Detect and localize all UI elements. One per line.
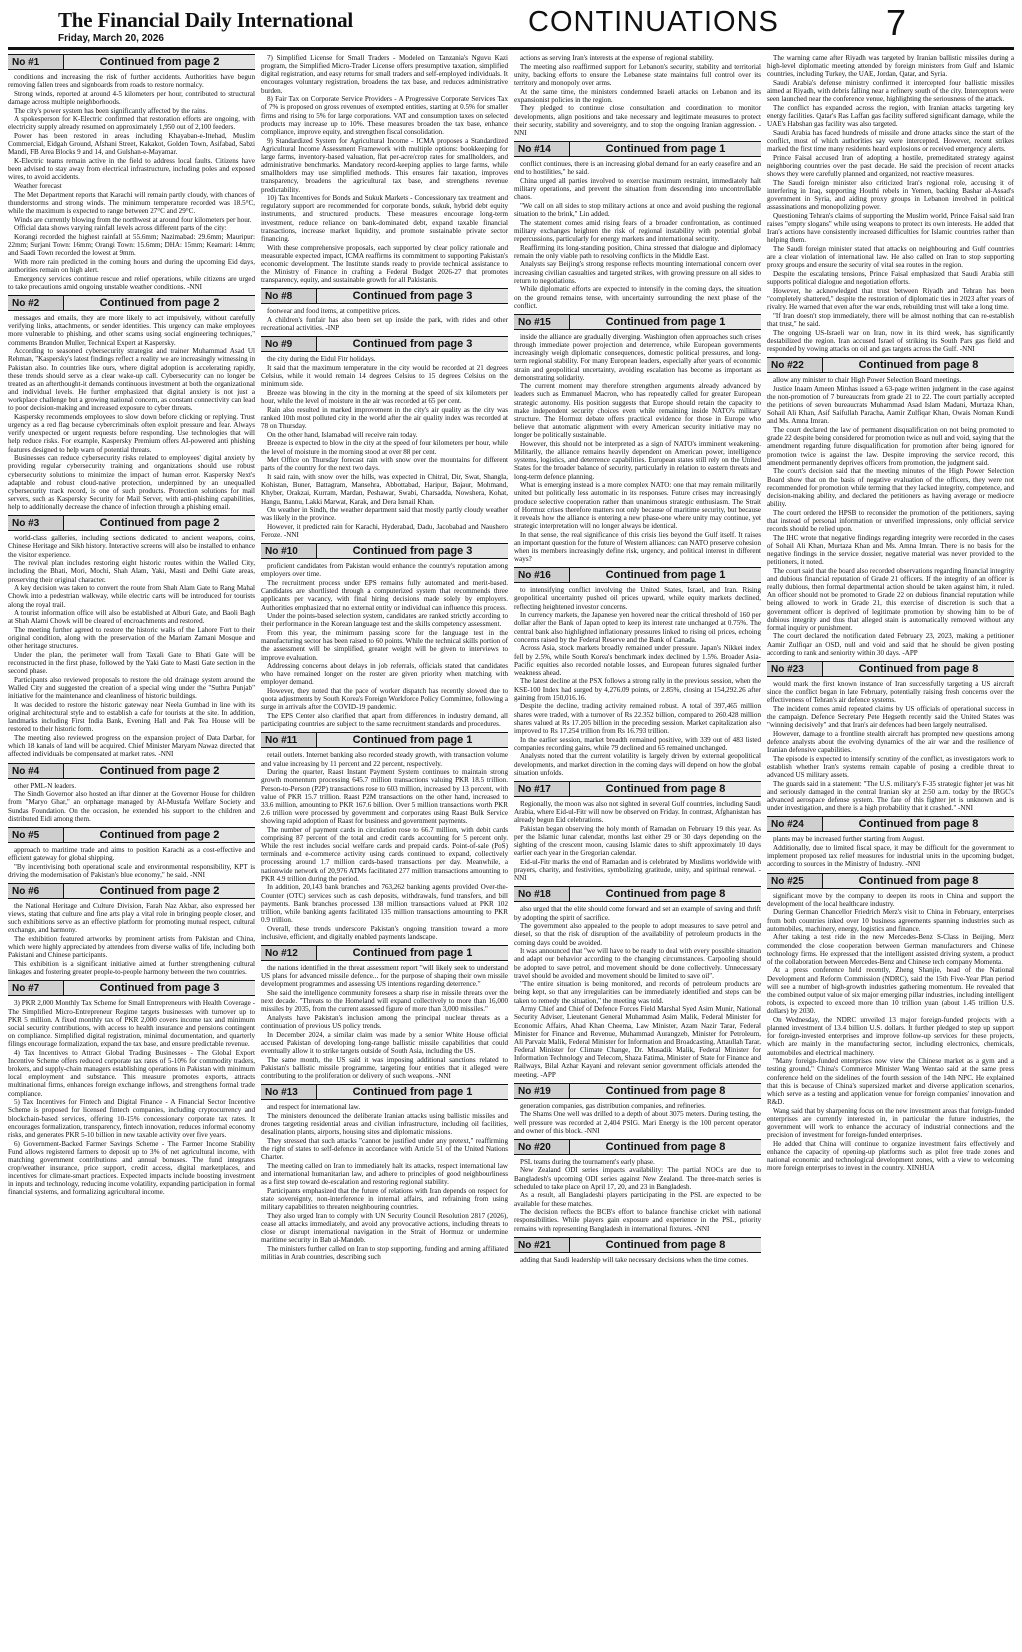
story-number: No #9 xyxy=(261,337,317,351)
story-paragraph: At the same time, the ministers condemned Israeli attacks on Lebanon and its expansionist policies in the region. xyxy=(514,87,761,104)
story-number: No #15 xyxy=(514,315,570,329)
story-paragraph: the National Heritage and Culture Division, Farah Naz Akbar, also expressed her views, stating that culture and fine arts play a vital role in bringing people closer, and such exhibitions serve as an effective platform for promoting mutual respect, cultural exchange, and harmony. xyxy=(8,901,255,935)
continued-from-label: Continued from page 3 xyxy=(352,290,473,303)
column-1 xyxy=(8,54,255,1646)
story-paragraph: She said the intelligence community foresees a sharp rise in missile threats over the next decade. "Threats to the Homeland will expand collectively to more than 16,000 missiles by 2035, from the current assessed figure of more than 3,000 missiles." xyxy=(261,988,508,1014)
story-paragraph: significant move by the company to deepen its roots in China and support the development of the local healthcare industry. xyxy=(767,891,1014,908)
story-paragraph: Saudi Arabia has faced hundreds of missile and drone attacks since the start of the conflict, most of which authorities say were intercepted. However, recent strikes marked the first time many residents heard explosions or received emergency alerts. xyxy=(767,128,1014,154)
story-paragraph: Eid-ul-Fitr marks the end of Ramadan and is celebrated by Muslims worldwide with prayers, charity, and festivities, symbolizing gratitude, unity, and spiritual renewal. -NNI xyxy=(514,857,761,883)
continuation-story xyxy=(261,288,508,332)
continued-from-label: Continued from page 2 xyxy=(99,884,220,897)
story-paragraph: However, damage to a frontline stealth aircraft has prompted new questions among defence analysts about the evolving dynamics of the air war and the resilience of Iranian defensive capabilities. xyxy=(767,729,1014,755)
story-paragraph: New Zealand ODI series impacts availability: The partial NOCs are due to Bangladesh's upcoming ODI series against New Zealand. The three-match series is scheduled to take place on April 17, 20, and 23 in Bangladesh. xyxy=(514,1166,761,1191)
story-paragraph: Winds are currently blowing from the northwest at around four kilometers per hour. xyxy=(14,215,252,224)
story-paragraph: Justice Inaam Ameen Minhas issued a 63-page written judgment in the case against the non-promotion of 7 bureaucrats from grade 21 to 22. The court partially accepted the petitions of seven bureaucrats Muhammad Asad Islam Madani, Murtaza Khan, Sohail Ali Khan, Asif Saifullah Paracha, Aamir Zulfiqar Khan, Owais Noman Kundi and Ms. Amna Imran. xyxy=(767,384,1014,426)
story-paragraph: A key decision was taken to convert the route from Shah Alam Gate to Rang Mahal Chowk into a pedestrian walkway, while electric carts will be introduced for tourists along the royal trail. xyxy=(8,584,255,609)
story-header xyxy=(8,295,255,311)
story-paragraph: Despite the escalating tensions, Prince Faisal emphasized that Saudi Arabia still supports political dialogue and negotiation efforts. xyxy=(767,270,1014,287)
continued-from-label: Continued from page 8 xyxy=(858,359,979,372)
story-paragraph: other PML-N leaders. xyxy=(14,781,77,790)
story-paragraph: It was decided to restore the historic gateway near Neela Gumbad in line with its original architectural style and to establish a cafe for tourists at the site. In addition, landmarks including First India Bank, Evening Hall and Pak Tea House will be restored to their historic form. xyxy=(8,700,255,734)
story-paragraph: In the earlier session, market breadth remained positive, with 339 out of 483 listed companies recording gains, while 79 declined and 65 remained unchanged. xyxy=(514,735,761,752)
story-paragraph: With these comprehensive proposals, each supported by clear policy rationale and measurable expected impact, ICMA reaffirms its commitment to supporting Pakistan's economic development. The Institute stands ready to provide technical assistance to the Ministry of Finance in crafting a Federal Budget 2026-27 that promotes transparency, equity, and sustainable growth for all Pakistanis. xyxy=(261,243,508,285)
story-header xyxy=(767,357,1014,373)
continued-from-label: Continued from page 8 xyxy=(858,662,979,675)
continued-from-label: Continued from page 2 xyxy=(99,56,220,68)
story-paragraph: After taking a test ride in the new Mercedes-Benz S-Class in Beijing, Merz commended the close cooperation between German manufacturers and Chinese technology firms. He expressed that the intelligent assisted driving system, a product of the collaboration between Mercedes-Benz and Chinese tech company Momenta. xyxy=(767,933,1014,966)
story-header xyxy=(8,883,255,899)
continued-from-label: Continued from page 1 xyxy=(352,734,473,747)
story-paragraph: Questioning Tehran's claims of supporting the Muslim world, Prince Faisal said Iran raises "empty slogans" while using weapons to protect its own interests. He added that Iran's actions have consistently increased difficulties for Islamic countries rather than helping them. xyxy=(767,211,1014,245)
story-paragraph: Across Asia, stock markets broadly remained under pressure. Japan's Nikkei index fell by 2.5%, while South Korea's benchmark index declined by 1.5%. Broader Asia-Pacific equities also recorded notable losses, and European futures signaled further weakness ahead. xyxy=(514,644,761,677)
story-paragraph: Army Chief and Chief of Defence Forces Field Marshal Syed Asim Munir, National Security Adviser, Lieutenant General Muhammad Asim Malik, Federal Minister for Economic Affairs, Ahad Khan Cheema, Law Minister, Azam Nazir Tarar, Federal Minister for Finance and Revenue, Muhammad Aurangzeb, Minister for Petroleum, Ali Parvaiz Malik, Federal Minister for Information and Broadcasting, Attaullah Tarar, Federal Minister for Climate Change, Dr. Musadik Malik, Federal Minister for Information Technology and Telecom, Shaza Fatima, Minister of State for Finance and Railways, Bilal Azhar Kayani and relevant senior government officials attended the meeting. -APP xyxy=(514,1005,761,1079)
story-paragraph: The number of payment cards in circulation rose to 66.7 million, with debit cards comprising 87 percent of the total and credit cards accounting for 5 percent only. While the rest includes social welfare cards and prepaid cards. Point-of-sale (PoS) terminals and e-commerce activity using cards continued to expand, collectively processing around 1.7 million cards-based transactions per day. Meanwhile, a nationwide network of 20,976 ATMs facilitated 277 million transactions amounting to PKR 4.9 trillion during the period. xyxy=(261,825,508,883)
story-paragraph: 7) Simplified License for Small Traders - Modeled on Tanzania's Nguvu Kazi program, the Simplified Micro-Trader License offers presumptive taxation, simplified digital registration, and easy returns for small traders and self-employed individuals. It encourages voluntary registration, broadens the tax base, and reduces administrative burden. xyxy=(261,54,508,95)
story-header xyxy=(514,141,761,157)
story-paragraph: Analysts noted that the current volatility is largely driven by external geopolitical developments, and market direction in the coming days will depend on how the global situation unfolds. xyxy=(514,752,761,777)
story-header xyxy=(261,543,508,559)
story-paragraph: The Saudi foreign minister stated that attacks on neighbouring and Gulf countries are a clear violation of international law. He also called on Iran to stop supporting proxy groups and ensure the security of vital sea routes in the region. xyxy=(767,245,1014,270)
story-paragraph: Participants also reviewed proposals to restore the old drainage system around the Walled City and suggested the creation of a special wing under the "Suthra Punjab" initiative for the maintenance and cleanliness of historic buildings. xyxy=(8,675,255,701)
story-paragraph: The recruitment process under EPS remains fully automated and merit-based. Candidates are shortlisted through a computerized system that recommends three applicants per vacancy, with final hiring decisions made solely by employers. Authorities emphasized that no external entity or individual can influence this process. xyxy=(261,579,508,612)
continued-from-label: Continued from page 2 xyxy=(99,517,220,530)
story-paragraph: As a result, all Bangladeshi players participating in the PSL are expected to be available for these matches. xyxy=(514,1191,761,1208)
story-paragraph: During the quarter, Raast Instant Payment System continues to maintain strong growth momentum processing 645.7 million transactions valuing PKR 18.5 trillion. Person-to-Person (P2P) transactions rose to 603 million, increased by 13 percent, with value of PKR 15.7 trillion. Raast P2M transactions on the other hand, increased to 33.6 million, amounting to PKR 167.6 billion. Over 5 million transactions worth PKR 2.6 trillion were processed by government and corporates using Raast Bulk Service showing rapid adoption of Raast for business and government payments. xyxy=(261,768,508,826)
story-paragraph: PSL teams during the tournament's early phase. xyxy=(520,1157,655,1166)
story-paragraph: While diplomatic efforts are expected to intensify in the coming days, the situation on the ground remains tense, with uncertainty surrounding the next phase of the conflict. xyxy=(514,285,761,310)
continuation-story xyxy=(261,1084,508,1261)
story-paragraph: The ongoing US-Israeli war on Iran, now in its third week, has significantly destabilized the region. Iran accused Israel of striking its South Pars gas field and responded by vowing attacks on oil and gas targets across the Gulf. -NNI xyxy=(767,328,1014,353)
story-paragraph: Strong winds, reported at around 4-5 kilometers per hour, contributed to structural damage across multiple neighborhoods. xyxy=(8,89,255,106)
story-number: No #14 xyxy=(514,142,570,156)
story-paragraph: The meeting further agreed to restore the historic walls of the Lahore Fort to their original condition, along with the preservation of the Mariam Zamani Mosque and other heritage structures. xyxy=(8,626,255,651)
story-paragraph: It was announced that "we will have to be ready to deal with every possible situation and adapt our behavior according to the changing circumstances. Carpooling should be adopted to save petrol, and movement should be done collectively. Unnecessary travel should be avoided and movement should be limited to save oil". xyxy=(514,947,761,980)
story-number: No #23 xyxy=(767,662,823,676)
continued-from-label: Continued from page 2 xyxy=(99,764,220,777)
story-header xyxy=(767,873,1014,889)
story-paragraph: Participants emphasized that the future of relations with Iran depends on respect for state sovereignty, non-interference in internal affairs, and refraining from using military capabilities to threaten neighbouring countries. xyxy=(261,1186,508,1212)
story-paragraph: to intensifying conflict involving the United States, Israel, and Iran. Rising geopolitical uncertainty pushed oil prices upward, while equity markets declined, reflecting heightened investor concerns. xyxy=(514,586,761,611)
masthead xyxy=(0,0,1022,50)
story-paragraph: would mark the first known instance of Iran successfully targeting a US aircraft since the conflict began in late February, potentially raising fresh concerns over the effectiveness of Tehran's air defence systems. xyxy=(767,679,1014,705)
story-paragraph: The court declared the law of permanent disqualification on not being promoted to grade 22 despite being considered for promotion twice as null and void, saying that the amendment regarding future disqualification for promotion after being ignored for promotion twice is against the law. Despite improving the service record, this amendment permanently deprives officers from promotion, the judgment said. xyxy=(767,426,1014,467)
story-paragraph: The Met Department reports that Karachi will remain partly cloudy, with chances of thunderstorms and strong winds. The minimum temperature recorded was 18.5°C, while the maximum is expected to range between 27°C and 29°C. xyxy=(8,190,255,215)
story-number: No #24 xyxy=(767,817,823,831)
story-header xyxy=(514,886,761,902)
story-paragraph: However, it predicted rain for Karachi, Hyderabad, Dadu, Jacobabad and Naushero Feroze. -NNI xyxy=(261,522,508,540)
story-paragraph: 9) Standardized System for Agricultural Income - ICMA proposes a Standardized Agricultural Income Assessment Framework with multiple options: bookkeeping for large farms, inventory-based valuation, flat per-acre/crop rates for smallholders, and administrative benchmarks. Mandatory record-keeping applies to large farms, while smallholders may use simplified methods. This ensures fair taxation, improves transparency, broadens the agricultural tax base, and strengthens revenue predictability. xyxy=(261,136,508,194)
story-paragraph: Wang said that by sharpening focus on the new investment areas that foreign-funded enterprises are currently interested in, in particular the future industries, the government will work to enhance the accuracy of industrial connections and the precision of investment for foreign-funded enterprises. xyxy=(767,1106,1014,1140)
continuation-story xyxy=(261,732,508,941)
continued-from-label: Continued from page 1 xyxy=(352,947,473,959)
story-paragraph: Additionally, due to limited fiscal space, it may be difficult for the government to implement proposed tax relief measures for industrial units in the upcoming budget, according to sources in the Ministry of Industry. -NNI xyxy=(767,844,1014,869)
story-paragraph: The current moment may therefore strengthen arguments already advanced by leaders such as Emmanuel Macron, who has repeatedly called for greater European strategic autonomy. His position suggests that Europe should retain the capacity to make independent security choices even while remaining inside NATO's military structure. The Hormuz debate offers practical evidence for those in Europe who believe that automatic alignment with every American security initiative may no longer be politically sustainable. xyxy=(514,382,761,440)
story-paragraph: The meeting called on Iran to immediately halt its attacks, respect international law and international humanitarian law, and adhere to principles of good neighbourliness as a first step toward de-escalation and restoring regional stability. xyxy=(261,1161,508,1187)
continuation-story xyxy=(261,54,508,284)
continuation-story xyxy=(767,357,1014,657)
story-paragraph: In currency markets, the Japanese yen hovered near the critical threshold of 160 per dollar after the Bank of Japan opted to keep its interest rate unchanged at 0.75%. The central bank also highlighted inflationary pressures linked to rising oil prices, echoing concerns raised by the Federal Reserve and the Bank of Canada. xyxy=(514,611,761,644)
masthead-rule xyxy=(8,47,1014,50)
story-paragraph: world-class galleries, including sections dedicated to ancient weapons, coins, Chinese Heritage and Sikh history. Interactive screens will also be installed to enhance the visitor experience. xyxy=(8,534,255,559)
columns-container xyxy=(8,54,1014,1646)
section-title: CONTINUATIONS xyxy=(528,6,779,38)
continuation-story xyxy=(514,1083,761,1135)
story-paragraph: However, they noted that the pace of worker dispatch has recently slowed due to quota adjustments by South Korea's Foreign Workforce Policy Committee, following a surge in arrivals after the COVID-19 pandemic. xyxy=(261,687,508,712)
story-paragraph: conflict continues, there is an increasing global demand for an early ceasefire and an end to hostilities," he said. xyxy=(514,160,761,177)
story-number: No #8 xyxy=(261,289,317,303)
continuation-story xyxy=(514,781,761,883)
story-header xyxy=(8,980,255,996)
story-paragraph: However, this should not be interpreted as a sign of NATO's imminent weakening. Militarily, the alliance remains heavily dependent on American power, intelligence systems, logistics, and deterrence capabilities. European states still rely on the United States for the broader balance of security, particularly in relation to eastern threats and long-term defence planning. xyxy=(514,439,761,481)
story-paragraph: At a press conference held recently, Zheng Shanjie, head of the National Development and Reform Commission (NDRC), said the 15th Five-Year Plan period will see a number of high-growth industries gathering momentum. He revealed that the combined output value of six major emerging pillar industries, including intelligent robots, is expected to exceed more than 10 trillion yuan (about 1.45 trillion U.S. dollars) by 2030. xyxy=(767,966,1014,1016)
story-paragraph: He added that China will continue to organize investment fairs effectively and enhance the capacity of opening-up platforms such as pilot free trade zones and national economic and technological development zones, with a view to welcoming more foreign enterprises to invest in the country. XINHUA xyxy=(767,1139,1014,1173)
story-paragraph: 5) Tax Incentives for Fintech and Digital Finance - A Financial Sector Incentive Scheme is proposed for licensed fintech companies, including cryptocurrency and blockchain-based services, offering 10-15% concessionary corporate tax rates. It encourages formalization, transparency, fintech innovation, reduces informal economy risks, and generates PKR 5-10 billion in new taxable activity over five years. xyxy=(8,1098,255,1139)
story-paragraph: According to seasoned cybersecurity strategist and trainer Muhammad Asad Ul Rehman, "Kaspersky's latest findings reflect a reality we are increasingly witnessing in Pakistan also. In countries like ours, where digital adoption is accelerating rapidly, these trends should serve as a clear wake-up call. Cybersecurity can no longer be treated as an afterthought-it demands continuous investment at both the organizational and individual levels. He further emphasized that digital anxiety is not just a workplace challenge but a growing national concern, as constant connectivity can lead to poor decision-making and increased exposure to cyber threats. xyxy=(8,347,255,413)
issue-date: Friday, March 20, 2026 xyxy=(58,33,164,44)
story-header xyxy=(261,336,508,352)
story-paragraph: Analysts have Pakistan's inclusion among the principal nuclear threats as a continuation of previous US policy trends. xyxy=(261,1013,508,1031)
continuation-story xyxy=(514,1139,761,1233)
story-paragraph: A tourist information office will also be established at Alburi Gate, and Baoli Bagh at Shah Alami Chowk will be cleared of encroachments and restored. xyxy=(8,609,255,626)
story-paragraph: The decision reflects the BCB's effort to balance franchise cricket with national responsibilities. While players gain exposure and experience in the PSL, priority remains with representing Bangladesh in international fixtures. -NNI xyxy=(514,1208,761,1233)
continued-from-label: Continued from page 8 xyxy=(605,1140,726,1153)
story-paragraph: In December 2024, a similar claim was made by a senior White House official accused Pakistan of developing long-range ballistic missile capabilities that could eventually allow it to strike targets outside of South Asia, including the US. xyxy=(261,1030,508,1056)
story-paragraph: During German Chancellor Friedrich Merz's visit to China in February, enterprises from both countries inked over 10 business agreements spanning industries such as automobiles, machinery, energy, logistics and finance. xyxy=(767,908,1014,933)
continued-from-label: Continued from page 1 xyxy=(605,143,726,156)
story-header xyxy=(767,816,1014,832)
story-paragraph: A children's funfair has also been set up inside the park, with rides and other recreational activities. -INP xyxy=(261,316,508,333)
story-paragraph: The meeting also reviewed progress on the expansion project of Data Darbar, for which 18 kanals of land will be acquired. Chief Minister Maryam Nawaz directed that affected individuals be compensated at market rates. -NNI xyxy=(8,734,255,759)
story-paragraph: actions as serving Iran's interests at the expense of regional stability. xyxy=(520,54,714,62)
story-paragraph: conditions and increasing the risk of further accidents. Authorities have begun removing fallen trees and signboards from roads to restore normalcy. xyxy=(8,73,255,90)
story-header xyxy=(514,781,761,797)
story-paragraph: From this year, the minimum passing score for the language test in the manufacturing sector has been raised to 60 points. While the technical skills portion of the assessment will be simplified, greater weight will be given to interviews to improve evaluation. xyxy=(261,629,508,662)
story-header xyxy=(514,1139,761,1155)
story-header xyxy=(8,54,255,70)
continuation-story xyxy=(514,314,761,563)
story-paragraph: The Shams One well was drilled to a depth of about 3075 meters. During testing, the well pressure was recorded at 2,404 PSIG. Mari Energy is the 100 percent operator and owner of this block. -NNI xyxy=(514,1110,761,1135)
story-paragraph: The latest decline at the PSX follows a strong rally in the previous session, when the KSE-100 Index had surged by 4,276.09 points, or 2.85%, closing at 154,292.26 after gaining from 150,016.16. xyxy=(514,677,761,702)
story-paragraph: The conflict has expanded across the region, with Iranian attacks targeting key energy facilities. Qatar's Ras Laffan gas facility suffered significant damage, while the UAE's Habshan gas facility was also targeted. xyxy=(767,103,1014,129)
continued-from-label: Continued from page 8 xyxy=(858,818,979,831)
story-paragraph: On the other hand, Islamabad will receive rain today. xyxy=(267,430,418,439)
continued-from-label: Continued from page 2 xyxy=(99,828,220,841)
continuation-story xyxy=(767,873,1014,1173)
story-paragraph: With more rain predicted in the coming hours and during the upcoming Eid days, authorities remain on high alert. xyxy=(8,257,255,275)
story-header xyxy=(8,515,255,531)
story-paragraph: proficient candidates from Pakistan would enhance the country's reputation among employers over time. xyxy=(261,562,508,579)
story-paragraph: This exhibition is a significant initiative aimed at further strengthening cultural linkages and fostering greater people-to-people harmony between the two countries. xyxy=(8,960,255,977)
story-paragraph: The Sindh Governor also hosted an iftar dinner at the Governor House for children from "Maryo Ghar," an orphanage managed by Al-Mustafa Welfare Society and Sundas Foundation. On the occasion, he extended his support to the children and distributed Eidi among them. xyxy=(8,790,255,823)
story-paragraph: China urged all parties involved to exercise maximum restraint, immediately halt military operations, and prevent the situation from descending into uncontrollable chaos. xyxy=(514,176,761,202)
continued-from-label: Continued from page 3 xyxy=(99,982,220,995)
story-paragraph: the nations identified in the threat assessment report "will likely seek to understand US plans for advanced missile defence... for the purpose of shaping their own missile development programmes and assessing US intentions regarding deterrence." xyxy=(261,964,508,989)
continued-from-label: Continued from page 8 xyxy=(605,1238,726,1251)
continuation-story xyxy=(8,827,255,879)
story-header xyxy=(261,288,508,304)
column-3 xyxy=(514,54,761,1646)
story-number: No #5 xyxy=(8,828,64,842)
story-paragraph: The episode is expected to intensify scrutiny of the conflict, as investigators work to establish whether Iran's systems remain capable of posing a credible threat to advanced US military assets. xyxy=(767,754,1014,780)
story-number: No #1 xyxy=(8,55,64,69)
story-number: No #16 xyxy=(514,568,570,582)
story-paragraph: inside the alliance are gradually diverging. Washington often approaches such crises through immediate power projection and deterrence, while European governments increasingly weigh diplomatic consequences, domestic political pressures, and long-term regional stability. For many European leaders, especially after years of economic strain and geopolitical uncertainty, avoiding escalation has become as important as demonstrating solidarity. xyxy=(514,332,761,382)
story-paragraph: Weather forecast xyxy=(14,182,62,191)
continuation-story xyxy=(261,336,508,539)
story-paragraph: 4) Tax Incentives to Attract Global Trading Businesses - The Global Export Incentive Scheme offers reduced corporate tax rates of 5-10% for commodity traders, brokers, and supply-chain managers establishing operations in Pakistan with minimum local employment and substance. This measure promotes exports, attracts multinational firms, enhances foreign exchange inflows, and strengthens formal trade compliance. xyxy=(8,1048,255,1098)
story-header xyxy=(514,314,761,330)
story-paragraph: 3) PKR 2,000 Monthly Tax Scheme for Small Entrepreneurs with Health Coverage - The Simplified Micro-Entrepreneur Regime targets businesses with turnover up to PKR 5 million. A fixed monthly tax of PKR 2,000 covers income tax and minimum social security contributions, with access to health insurance and pensions contingent on compliance. Simplified digital registration, minimal documentation, and quarterly filings encourage formalization, expand the tax base, and ensure predictable revenue. xyxy=(8,999,255,1049)
story-paragraph: The Saudi foreign minister also criticized Iran's regional role, accusing it of interfering in Iraq, supporting Houthi rebels in Yemen, backing Bashar al-Assad's government in Syria, and aiding proxy groups in Lebanon involved in political assassinations and monopolizing power. xyxy=(767,178,1014,212)
story-paragraph: Korangi recorded the highest rainfall at 55.6mm; Nazimabad: 29.6mm; Mauripur: 22mm; Surjani Town: 16mm; Orangi Town: 15.6mm; DHA: 15mm; Keamari: 14mm; and Saadi Town recorded the lowest at 9mm. xyxy=(8,232,255,258)
continuation-story xyxy=(514,1237,761,1264)
story-paragraph: Under the points-based selection system, candidates are ranked strictly according to their performance in the Korean language test and the skills competency assessment. xyxy=(261,612,508,629)
story-paragraph: The government also appealed to the people to adopt measures to save petrol and diesel, so that the risk of disruption of the availability of petroleum products in the coming days could be avoided. xyxy=(514,922,761,947)
page-number: 7 xyxy=(886,2,907,43)
story-paragraph: A spokesperson for K-Electric confirmed that restoration efforts are ongoing, with electricity supply already resumed on approximately 1,950 out of 2,100 feeders. xyxy=(8,115,255,132)
continued-from-label: Continued from page 1 xyxy=(605,569,726,582)
story-header xyxy=(767,661,1014,677)
story-paragraph: Emergency services continue rescue and relief operations, while citizens are urged to take precautions amid ongoing unstable weather conditions. -NNI xyxy=(8,274,255,291)
story-paragraph: The EPS Center also clarified that apart from differences in industry demand, all participating countries are subject to the same recruitment standards and procedures. xyxy=(261,712,508,729)
story-paragraph: The court ordered the HPSB to reconsider the promotion of the petitioners, saying that instead of personal information or unverified impressions, only official service records should be relied upon. xyxy=(767,508,1014,533)
story-paragraph: allow any minister to chair High Power Selection Board meetings. xyxy=(773,376,962,385)
story-paragraph: The meeting also reaffirmed support for Lebanon's security, stability and territorial unity, backing efforts to ensure the Lebanese state maintains full control over its territory and monopoly over arms. xyxy=(514,62,761,87)
story-paragraph: Rain also resulted in marked improvement in the city's air quality as the city was ranked 10th most polluted city in the world after the air quality index was recorded at 78 on Thursday. xyxy=(261,405,508,431)
story-number: No #22 xyxy=(767,358,823,372)
story-paragraph: "If Iran doesn't stop immediately, there will be almost nothing that can re-establish that trust," he said. xyxy=(767,311,1014,328)
continued-from-label: Continued from page 8 xyxy=(605,782,726,795)
story-paragraph: The city's power system has been significantly affected by the rains. xyxy=(14,106,208,115)
story-number: No #7 xyxy=(8,981,64,995)
story-number: No #20 xyxy=(514,1140,570,1154)
story-paragraph: The warning came after Riyadh was targeted by Iranian ballistic missiles during a high-level diplomatic meeting attended by foreign ministers from Gulf and Islamic countries, including Turkey, the UAE, Jordan, Qatar, and Syria. xyxy=(767,54,1014,79)
story-paragraph: 10) Tax Incentives for Bonds and Sukuk Markets - Concessionary tax treatment and regulatory support are recommended for corporate bonds, sukuk, hybrid debt equity instruments, and structured products. These measures encourage long-term investment, reduce reliance on bank-dominated debt, expand taxable financial transactions, increase market liquidity, and promote sustainable private sector financing. xyxy=(261,194,508,243)
story-number: No #19 xyxy=(514,1084,570,1098)
story-paragraph: Reaffirming its long-standing position, China stressed that dialogue and diplomacy remain the only viable path to resolving conflicts in the Middle East. xyxy=(514,243,761,260)
story-paragraph: The guards said in a statement: "The U.S. military's F-35 strategic fighter jet was hit and seriously damaged in the central Iranian sky at 2:50 a.m. today by the IRGC's advanced aerospace defense system. The fate of this fighter jet is unknown and is under investigation, and there is a high probability that it crashed." -NNI xyxy=(767,779,1014,813)
continued-from-label: Continued from page 8 xyxy=(605,1084,726,1097)
story-paragraph: 6) Government-Backed Farmer Savings Scheme - The Farmer Income Stability Fund allows registered farmers to deposit up to 3% of net agricultural income, with matching government contributions and annual bonuses. The fund integrates crop/weather insurance, price support, credit access, digital marketplaces, and incentives for climate-smart practices. Expected impacts include boosting investment in inputs and technology, reducing income volatility, expanding participation in formal financial systems, and formalizing agricultural income. xyxy=(8,1139,255,1197)
story-paragraph: Kaspersky recommends employees to slow down before clicking or replying. Trust urgency as a red flag because cybercriminals often exploit pressure and fear. Always verify unexpected or urgent requests before responding. Use technologies that will help reduce risks. For example, Kaspersky Premium offers AI-powered anti phishing features designed to help warn of potential threats. xyxy=(8,412,255,454)
story-paragraph: Pakistan began observing the holy month of Ramadan on February 19 this year. As per the Islamic lunar calendar, months last either 29 or 30 days depending on the sighting of the crescent moon, causing Islamic dates to shift approximately 10 days earlier each year in the Gregorian calendar. xyxy=(514,824,761,858)
story-paragraph: Addressing concerns about delays in job referrals, officials stated that candidates who have remained longer on the roster are given priority when matching with employer demand. xyxy=(261,662,508,687)
story-paragraph: Met Office on Thursday forecast rain with snow over the mountains for different parts of the country for the next two days. xyxy=(261,456,508,473)
continued-from-label: Continued from page 3 xyxy=(352,338,473,351)
story-paragraph: The IHC wrote that negative findings regarding integrity were recorded in the cases of Sohail Ali Khan, Murtaza Khan and Ms. Amna Imran. There is no basis for the negative findings in the service dossier, negative material was never provided to the petitioners, it noted. xyxy=(767,533,1014,567)
story-paragraph: also urged that the elite should come forward and set an example of saving and thrift by adopting the spirit of sacrifice. xyxy=(514,905,761,922)
continuation-story xyxy=(514,886,761,1078)
story-header xyxy=(261,1084,508,1100)
story-paragraph: The court declared the notification dated February 23, 2023, making a petitioner Aamir Zulfiqar an OSD, null and void and said that he should be given posting according to rank and seniority within 30 days. -APP xyxy=(767,632,1014,657)
story-paragraph: What is emerging instead is a more complex NATO: one that may remain militarily united but politically less automatic in its responses. Future crises may increasingly produce selective cooperation rather than unanimous strategic enthusiasm. The Strait of Hormuz crises therefore matters not only because of maritime security, but because it reveals how the alliance is entering a new phase-one where unity may continue, yet strategic interpretation will no longer always be identical. xyxy=(514,481,761,530)
story-number: No #6 xyxy=(8,884,64,898)
story-paragraph: Under the plan, the perimeter wall from Taxali Gate to Bhati Gate will be reconstructed in the first phase, followed by the Yaki Gate to Masti Gate section in the second phase. xyxy=(8,651,255,676)
story-paragraph: adding that Saudi leadership will take necessary decisions when the time comes. xyxy=(520,1255,749,1264)
story-paragraph: Prince Faisal accused Iran of adopting a hostile, premeditated strategy against neighboring countries over the past decade. He said the precision of recent attacks shows they were carefully planned and organized, not reactive measures. xyxy=(767,153,1014,179)
story-header xyxy=(8,763,255,779)
continued-from-label: Continued from page 2 xyxy=(99,297,220,310)
story-paragraph: The ministers further called on Iran to stop supporting, funding and arming affiliated militias in Arab countries, describing such xyxy=(261,1244,508,1261)
story-paragraph: On weather in Sindh, the weather department said that mostly partly cloudy weather was likely in the province. xyxy=(261,506,508,523)
story-paragraph: In that sense, the real significance of this crisis lies beyond the Gulf itself. It raises an important question for the future of Western alliances: can NATO preserve cohesion when its members increasingly define risk, urgency, and political interest in different ways? xyxy=(514,530,761,564)
continued-from-label: Continued from page 1 xyxy=(605,315,726,328)
story-paragraph: approach to maritime trade and aims to position Karachi as a cost-effective and efficient gateway for global shipping. xyxy=(8,845,255,862)
story-paragraph: The court's decision said that the meeting minutes of the High Power Selection Board show that on the basis of negative evaluation of the officers, they were not recommended for promotion while terming that they lacked integrity, competence, and decision-making ability, and declared the petitioners as having average or mediocre ability. xyxy=(767,467,1014,508)
story-paragraph: "Many foreign-funded enterprises now view the Chinese market as a gym and a testing ground," China's Commerce Minister Wang Wentao said at the same press conference held on the sidelines of the fourth session of the 14th NPC. He explained that this is because of China's supersized market and diverse application scenarios, which serve as a testing and application venue for foreign companies' innovation and R&D. xyxy=(767,1057,1014,1106)
story-number: No #21 xyxy=(514,1238,570,1252)
story-paragraph: Power has been restored in areas including Khayaban-e-Ittehad, Muslim Commercial, Eidgah Ground, Afshani Street, Kakakot, Golden Town, Asifabad, Sabzi Mandi, FB Area Blocks 9 and 14, and Gulshan-e-Mayamar. xyxy=(8,132,255,157)
continuation-story xyxy=(8,980,255,1196)
story-paragraph: The ministers denounced the deliberate Iranian attacks using ballistic missiles and drones targeting residential areas and civilian infrastructure, including oil facilities, desalination plants, airports, housing sites and diplomatic missions. xyxy=(261,1111,508,1137)
story-paragraph: Official data shows varying rainfall levels across different parts of the city: xyxy=(14,224,227,233)
continuation-story xyxy=(514,54,761,137)
story-header xyxy=(8,827,255,843)
story-paragraph: Businesses can reduce cybersecurity risks related to employees' digital anxiety by providing regular cybersecurity training and organizations should use robust cybersecurity solutions to minimize the impact of human error. Kaspersky Next's adaptable and robust cloud-native protection, underpinned by an unequalled cybersecurity track record, is one of such products. Protection solutions for mail servers, such as Kaspersky Security for Mail Server, with anti-phishing capabilities, help to additionally decrease the chance of infection through a phishing email. xyxy=(8,454,255,512)
story-paragraph: retail outlets. Internet banking also recorded steady growth, with transaction volume and value increasing by 11 percent and 22 percent, respectively. xyxy=(261,751,508,768)
story-paragraph: Breeze was blowing in the city in the morning at the speed of six kilometers per hour, while the level of moisture in the air was recorded at 65 per cent. xyxy=(261,388,508,406)
story-paragraph: The statement comes amid rising fears of a broader confrontation, as continued military exchanges heighten the risk of regional instability with potential global repercussions, particularly for energy markets and international security. xyxy=(514,218,761,243)
story-number: No #11 xyxy=(261,733,317,747)
story-paragraph: footwear and food items, at competitive prices. xyxy=(267,307,401,316)
story-paragraph: They pledged to continue close consultation and coordination to monitor developments, align positions and take necessary and legitimate measures to protect their security, stability and sovereignty, and to stop the ongoing Iranian aggression. -NNI xyxy=(514,104,761,137)
story-number: No #3 xyxy=(8,516,64,530)
story-header xyxy=(514,567,761,583)
story-paragraph: Breeze is expected to blow in the city at the speed of four kilometers per hour, while the level of moisture in the morning stood at over 88 per cent. xyxy=(261,439,508,456)
continuation-story xyxy=(767,816,1014,868)
story-paragraph: However, he acknowledged that trust between Riyadh and Tehran has been "completely shattered," despite the restoration of diplomatic ties in 2023 after years of rivalry. He warned that even after the war ends, rebuilding trust will take a long time. xyxy=(767,286,1014,312)
story-header xyxy=(514,1237,761,1253)
continuation-story xyxy=(261,543,508,728)
story-paragraph: "By incentivising both operational scale and environmental responsibility, KPT is driving the modernisation of Pakistan's blue economy," he said. -NNI xyxy=(8,862,255,879)
story-number: No #17 xyxy=(514,782,570,796)
story-paragraph: The court said that the board also recorded observations regarding financial integrity and dubious financial reputation of Grade 21 officers. If the integrity of an officer is really dubious, then formal departmental action should be taken against him, it ruled. An officer should not be promoted to Grade 22 on dubious financial reputation while being allowed to work in Grade 21, this exercise of discretion is such that a government officer is deprived of legitimate promotion by showing him to be of dubious integrity and thus that alleged stain is automatically removed without any formal inquiry or punishment. xyxy=(767,566,1014,632)
story-paragraph: "We call on all sides to stop military actions at once and avoid pushing the regional situation to the brink," Lin added. xyxy=(514,201,761,218)
story-paragraph: The incident comes amid repeated claims by US officials of operational success in the campaign. Defence Secretary Pete Hegseth recently said the United States was "winning decisively" and that Iran's air defences had been largely neutralised. xyxy=(767,704,1014,730)
continued-from-label: Continued from page 8 xyxy=(858,874,979,887)
story-number: No #10 xyxy=(261,544,317,558)
story-paragraph: The revival plan includes restoring eight historic routes within the Walled City, including the Bhati, Mori, Mochi, Shah Alam, Yaki, Masti and Delhi Gate areas, preserving their original character. xyxy=(8,559,255,584)
column-4 xyxy=(767,54,1014,1646)
story-number: No #25 xyxy=(767,874,823,888)
story-paragraph: the city during the Eidul Fitr holidays. xyxy=(267,355,376,364)
story-number: No #2 xyxy=(8,296,64,310)
continuation-story xyxy=(8,763,255,823)
story-paragraph: plants may be increased further starting from August. xyxy=(773,835,925,844)
story-paragraph: It said that the maximum temperature in the city would be recorded at 21 degrees Celsius, while it would remain 14 degrees Celsius to 15 degrees Celsius on the minimum side. xyxy=(261,364,508,389)
story-paragraph: Regionally, the moon was also not sighted in several Gulf countries, including Saudi Arabia, where Eid-ul-Fitr will now be observed on Friday. In contrast, Afghanistan has already begun Eid celebrations. xyxy=(514,799,761,825)
story-paragraph: 8) Fair Tax on Corporate Service Providers - A Progressive Corporate Services Tax of 7% is proposed on gross revenues of exempted entities, starting at 0.5% for smaller firms and rising to 5% for large corporations. VAT and consumption taxes on selected products may increase up to 10%. These measures broaden the tax base, enhance compliance, improve equity, and strengthen fiscal consolidation. xyxy=(261,95,508,136)
story-number: No #4 xyxy=(8,764,64,778)
continued-from-label: Continued from page 3 xyxy=(352,545,473,558)
story-paragraph: generation companies, gas distribution companies, and refineries. xyxy=(520,1101,706,1110)
continuation-story xyxy=(767,661,1014,813)
story-paragraph: messages and emails, they are more likely to act impulsively, without carefully verifying links, attachments, or sender identities. This urgency can make employees more vulnerable to phishing, and other scams using social engineering techniques," comments Brandon Muller, Technical Expert at Kaspersky. xyxy=(8,314,255,347)
story-number: No #13 xyxy=(261,1085,317,1099)
continued-from-label: Continued from page 8 xyxy=(605,888,726,901)
story-paragraph: On Wednesday, the NDRC unveiled 13 major foreign-funded projects with a planned investment of 13.4 billion U.S. dollars. It further pledged to step up support for foreign-invested enterprises and improve follow-up services for these projects, which are mainly in the manufacturing sector, including electronics, chemicals, automobiles and electrical machinery. xyxy=(767,1015,1014,1057)
story-number: No #12 xyxy=(261,946,317,960)
story-paragraph: and respect for international law. xyxy=(267,1103,361,1112)
continuation-story xyxy=(767,54,1014,353)
story-paragraph: Overall, these trends underscore Pakistan's ongoing transition toward a more inclusive, efficient, and digitally enabled payments landscape. xyxy=(261,924,508,941)
story-paragraph: Despite the decline, trading activity remained robust. A total of 397,465 million shares were traded, with a turnover of Rs 22.352 billion, compared to 260.428 million shares valued at Rs 17.205 billion in the preceding session. Market capitalization also improved to Rs 17.254 trillion from Rs 16.793 trillion. xyxy=(514,702,761,735)
continuation-story xyxy=(8,515,255,758)
story-paragraph: "The entire situation is being monitored, and records of petroleum products are being kept, so that any irregularities can be immediately identified and steps can be taken to remedy the situation," the meeting was told. xyxy=(514,980,761,1005)
continuation-story xyxy=(8,54,255,291)
story-paragraph: The same month, the US said it was imposing additional sanctions related to Pakistan's ballistic missile programme, targeting four entities that it alleged were contributing to the proliferation or delivery of such weapons. -NNI xyxy=(261,1055,508,1081)
story-paragraph: In addition, 20,143 bank branches and 763,262 banking agents provided Over-the-Counter (OTC) services such as cash deposits, withdrawals, fund transfers, and bill payments. Bank branches processed 138 million transactions valued at PKR 102 trillion, while banking agents facilitated 135 million transactions amounting to PKR 0.9 trillion. xyxy=(261,883,508,925)
story-header xyxy=(261,945,508,961)
continuation-story xyxy=(514,567,761,777)
continuation-story xyxy=(514,141,761,310)
continuation-story xyxy=(8,295,255,511)
continued-from-label: Continued from page 1 xyxy=(352,1086,473,1099)
story-paragraph: K-Electric teams remain active in the field to address local faults. Citizens have been advised to stay away from electrical infrastructure, including poles and exposed wires, to avoid accidents. xyxy=(8,157,255,182)
story-header xyxy=(261,732,508,748)
story-paragraph: It said rain, with snow over the hills, was expected in Chitral, Dir, Swat, Shangla, Kohistan, Buner, Battagram, Mansehra, Abbottabad, Haripur, Bajaur, Mohmand, Khyber, Orakzai, Kurram, Mardan, Peshawar, Swabi, Charsadda, Nowshera, Kohat, Hangu, Bannu, Lakki Marwat, Karak, and Dera Ismail Khan. xyxy=(261,473,508,506)
story-paragraph: They also urged Iran to comply with UN Security Council Resolution 2817 (2026), cease all attacks immediately, and avoid any provocative actions, including threats to close or disrupt international navigation in the Strait of Hormuz or undermine maritime security in Bab al-Mandeb. xyxy=(261,1211,508,1245)
story-header xyxy=(514,1083,761,1099)
story-paragraph: They stressed that such attacks "cannot be justified under any pretext," reaffirming the right of states to self-defence in accordance with Article 51 of the United Nations Charter. xyxy=(261,1136,508,1162)
continuation-story xyxy=(8,883,255,976)
column-2 xyxy=(261,54,508,1646)
continuation-story xyxy=(261,945,508,1080)
story-number: No #18 xyxy=(514,887,570,901)
paper-name: The Financial Daily International xyxy=(58,8,354,32)
story-paragraph: Analysts say Beijing's strong response reflects mounting international concern over increasing civilian casualties and targeted strikes, with growing pressure on all sides to return to negotiations. xyxy=(514,260,761,285)
story-paragraph: Saudi Arabia's defense ministry confirmed it intercepted four ballistic missiles aimed at Riyadh, with debris falling near a refinery south of the city. Interceptors were seen launched near the conference venue, highlighting the seriousness of the attack. xyxy=(767,78,1014,104)
story-paragraph: The exhibition featured artworks by prominent artists from Pakistan and China, which were highly appreciated by attendees from diverse walks of life, including both Pakistani and Chinese participants. xyxy=(8,935,255,960)
